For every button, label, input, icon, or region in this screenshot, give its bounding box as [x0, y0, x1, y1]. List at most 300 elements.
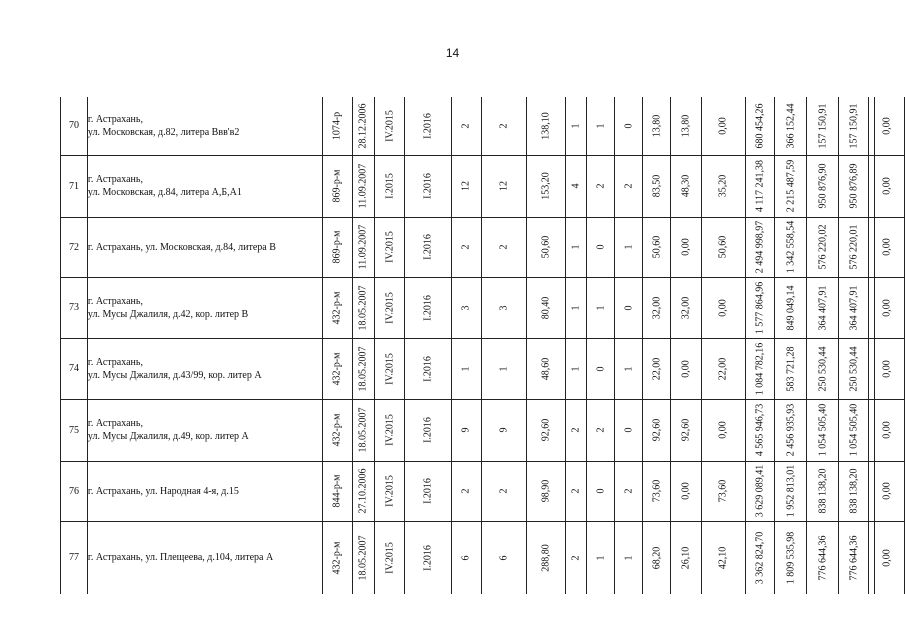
cost-d-value: 0,00	[881, 359, 892, 378]
apartments-b-cell	[481, 217, 526, 277]
area-b-cell	[701, 155, 745, 217]
apartments-value: 2	[460, 244, 472, 250]
persons-value: 1	[570, 123, 582, 129]
doc-date-value: 11.09.2007	[357, 163, 369, 209]
plan-end-cell	[405, 399, 452, 461]
plan-start-value: IV.2015	[384, 291, 396, 324]
persons-value: 4	[570, 183, 582, 189]
address-line: г. Астрахань,	[87, 418, 143, 429]
area-b-value: 35,20	[717, 174, 729, 198]
apartments-b-cell	[481, 399, 526, 461]
area-b-cell	[701, 277, 745, 338]
cost-total-value: 4 565 946,73	[754, 403, 766, 457]
plan-end-value: I.2016	[422, 417, 434, 443]
cost-a-cell	[775, 277, 807, 338]
cost-c-cell	[839, 461, 869, 521]
persons-c-value: 1	[623, 244, 635, 250]
doc-number-value: 432-р-м	[331, 352, 343, 385]
area-a-value: 13,80	[680, 114, 692, 137]
plan-start-cell	[375, 97, 405, 155]
area-total-value: 50,60	[651, 235, 663, 259]
cost-total-cell	[745, 155, 775, 217]
cost-d-value: 0,00	[881, 177, 892, 195]
doc-number-cell	[322, 521, 352, 594]
apartments-b-value: 2	[498, 123, 510, 129]
apartments-value: 9	[460, 427, 472, 433]
cost-total-cell	[745, 521, 775, 594]
cost-b-value: 250 530,44	[817, 346, 829, 391]
apartments-cell	[452, 399, 482, 461]
area-total-value: 32,00	[651, 296, 663, 319]
persons-b-cell	[587, 97, 615, 155]
plan-start-value: IV.2015	[384, 541, 396, 574]
apartments-value: 2	[460, 488, 472, 494]
area-cell	[526, 217, 565, 277]
address-cell	[87, 97, 322, 155]
area-a-cell	[670, 521, 701, 594]
apartments-cell	[452, 461, 482, 521]
plan-end-cell	[405, 521, 452, 594]
area-a-value: 92,60	[680, 418, 692, 442]
area-value: 80,40	[540, 296, 552, 319]
persons-c-cell	[615, 217, 643, 277]
cost-c-value: 838 138,20	[848, 468, 860, 514]
area-a-value: 32,00	[680, 296, 692, 319]
cost-total-cell	[745, 217, 775, 277]
doc-date-value: 18.05.2007	[357, 346, 369, 391]
cost-d-value: 0,00	[881, 421, 892, 439]
persons-b-value: 0	[595, 244, 607, 250]
apartments-cell	[452, 521, 482, 594]
doc-date-cell	[352, 338, 375, 399]
apartments-b-value: 2	[498, 244, 510, 250]
cost-b-value: 776 644,36	[817, 535, 829, 581]
cost-b-cell	[807, 97, 839, 155]
persons-c-cell	[615, 338, 643, 399]
persons-cell	[565, 97, 587, 155]
plan-start-value: IV.2015	[384, 414, 396, 446]
persons-c-value: 2	[623, 183, 635, 189]
area-a-cell	[670, 461, 701, 521]
cost-c-value: 364 407,91	[848, 285, 860, 330]
persons-c-value: 0	[623, 123, 635, 129]
apartments-b-value: 9	[498, 427, 510, 433]
cost-d-value: 0,00	[881, 298, 892, 317]
doc-number-value: 869-р-м	[331, 169, 343, 203]
apartments-b-cell	[481, 521, 526, 594]
area-value: 153,20	[540, 172, 552, 200]
cost-b-value: 950 876,90	[817, 163, 829, 209]
apartments-cell	[452, 338, 482, 399]
apartments-cell	[452, 155, 482, 217]
cost-total-value: 1 084 782,16	[754, 342, 766, 395]
cost-a-cell	[775, 338, 807, 399]
address-line: ул. Московская, д.82, литера Ввв'в2	[87, 126, 240, 138]
persons-b-value: 0	[595, 366, 607, 371]
persons-b-value: 2	[595, 183, 607, 189]
area-b-value: 0,00	[717, 298, 729, 317]
area-b-cell	[701, 217, 745, 277]
plan-end-value: I.2016	[422, 112, 434, 139]
address-cell	[87, 399, 322, 461]
area-a-cell	[670, 217, 701, 277]
cost-b-cell	[807, 461, 839, 521]
persons-cell	[565, 399, 587, 461]
apartments-value: 6	[460, 555, 472, 561]
row-number: 73	[61, 277, 88, 338]
cost-b-cell	[807, 338, 839, 399]
cost-d-value: 0,00	[881, 117, 892, 135]
doc-number-cell	[322, 155, 352, 217]
cost-b-value: 364 407,91	[817, 285, 829, 330]
cost-total-cell	[745, 461, 775, 521]
table-row	[61, 461, 905, 521]
plan-end-value: I.2016	[422, 173, 434, 199]
apartments-b-value: 3	[498, 305, 510, 310]
area-total-cell	[643, 399, 671, 461]
address-line: г. Астрахань,	[87, 174, 143, 185]
apartments-cell	[452, 277, 482, 338]
apartments-cell	[452, 97, 482, 155]
plan-end-cell	[405, 97, 452, 155]
row-number: 72	[61, 217, 88, 277]
persons-cell	[565, 217, 587, 277]
cost-total-cell	[745, 399, 775, 461]
apartments-b-cell	[481, 97, 526, 155]
doc-date-value: 18.05.2007	[357, 285, 369, 330]
persons-cell	[565, 521, 587, 594]
persons-b-cell	[587, 399, 615, 461]
cost-b-value: 157 150,91	[817, 103, 829, 149]
area-a-cell	[670, 155, 701, 217]
cost-total-value: 2 494 998,97	[754, 220, 766, 274]
cost-c-cell	[839, 155, 869, 217]
cost-a-cell	[775, 399, 807, 461]
persons-c-cell	[615, 461, 643, 521]
area-total-cell	[643, 338, 671, 399]
row-number: 71	[61, 155, 88, 217]
plan-start-cell	[375, 277, 405, 338]
area-value: 138,10	[540, 112, 552, 140]
plan-start-cell	[375, 461, 405, 521]
area-value: 48,60	[540, 357, 552, 380]
cost-a-cell	[775, 217, 807, 277]
cost-c-cell	[839, 521, 869, 594]
doc-number-cell	[322, 461, 352, 521]
doc-number-value: 432-р-м	[331, 291, 343, 324]
area-cell	[526, 338, 565, 399]
persons-c-cell	[615, 277, 643, 338]
area-value: 92,60	[540, 418, 552, 442]
address-cell	[87, 155, 322, 217]
cost-d-value: 0,00	[881, 482, 892, 500]
plan-end-value: I.2016	[422, 544, 434, 571]
apartments-b-cell	[481, 277, 526, 338]
doc-date-value: 18.05.2007	[357, 407, 369, 453]
address-cell	[87, 217, 322, 277]
cost-a-value: 849 049,14	[785, 285, 797, 330]
area-total-cell	[643, 461, 671, 521]
doc-date-value: 28.12.2006	[357, 103, 369, 149]
area-b-cell	[701, 521, 745, 594]
cost-b-cell	[807, 521, 839, 594]
plan-end-cell	[405, 277, 452, 338]
apartments-cell	[452, 217, 482, 277]
apartments-value: 12	[460, 181, 472, 191]
persons-cell	[565, 461, 587, 521]
area-b-value: 73,60	[717, 479, 729, 503]
table-row	[61, 277, 905, 338]
address-line: г. Астрахань,	[87, 356, 143, 368]
cost-a-value: 1 342 558,54	[785, 220, 797, 274]
cost-a-value: 583 721,28	[785, 346, 797, 391]
area-a-value: 26,10	[680, 546, 692, 569]
cost-d-value: 0,00	[881, 549, 892, 567]
row-number: 76	[61, 461, 88, 521]
doc-date-cell	[352, 277, 375, 338]
doc-date-cell	[352, 217, 375, 277]
area-total-cell	[643, 97, 671, 155]
cost-total-value: 3 629 089,41	[754, 464, 766, 518]
doc-date-value: 11.09.2007	[357, 224, 369, 270]
cost-b-value: 576 220,02	[817, 224, 829, 270]
doc-number-cell	[322, 97, 352, 155]
address-line: г. Астрахань, ул. Народная 4-я, д.15	[87, 485, 239, 497]
area-cell	[526, 399, 565, 461]
address-line: ул. Мусы Джалиля, д.42, кор. литер В	[87, 308, 249, 320]
address-line: ул. Московская, д.84, литера А,Б,А1	[87, 187, 242, 198]
area-total-cell	[643, 521, 671, 594]
persons-cell	[565, 277, 587, 338]
persons-value: 1	[570, 244, 582, 250]
area-cell	[526, 461, 565, 521]
persons-b-value: 1	[595, 305, 607, 310]
doc-number-cell	[322, 277, 352, 338]
apartments-value: 1	[460, 366, 472, 371]
table-row	[61, 521, 905, 594]
plan-start-value: IV.2015	[384, 231, 396, 263]
address-line: г. Астрахань, ул. Плещеева, д.104, литера А	[87, 552, 274, 564]
area-cell	[526, 521, 565, 594]
row-number: 77	[61, 521, 88, 594]
cost-b-value: 838 138,20	[817, 468, 829, 514]
doc-number-cell	[322, 217, 352, 277]
cost-c-value: 776 644,36	[848, 535, 860, 581]
area-total-value: 73,60	[651, 479, 663, 503]
area-b-cell	[701, 461, 745, 521]
area-b-value: 0,00	[717, 421, 729, 439]
area-total-value: 68,20	[651, 546, 663, 569]
doc-date-cell	[352, 97, 375, 155]
address-line: ул. Мусы Джалиля, д.43/99, кор. литер А	[87, 369, 262, 381]
persons-cell	[565, 155, 587, 217]
cost-c-value: 157 150,91	[848, 103, 860, 149]
cost-total-value: 680 454,26	[754, 103, 766, 149]
apartments-value: 3	[460, 305, 472, 310]
doc-number-value: 432-р-м	[331, 541, 343, 575]
doc-number-value: 432-р-м	[331, 413, 343, 447]
cost-d-value: 0,00	[881, 238, 892, 256]
apartments-value: 2	[460, 123, 472, 129]
address-cell	[87, 521, 322, 594]
persons-cell	[565, 338, 587, 399]
area-b-value: 22,00	[717, 357, 729, 380]
address-cell	[87, 461, 322, 521]
area-total-value: 83,50	[651, 174, 663, 198]
plan-end-value: I.2016	[422, 234, 434, 260]
plan-start-cell	[375, 521, 405, 594]
area-total-cell	[643, 217, 671, 277]
area-a-value: 0,00	[680, 238, 692, 256]
plan-end-cell	[405, 155, 452, 217]
area-b-value: 42,10	[717, 546, 729, 569]
doc-number-cell	[322, 399, 352, 461]
area-b-cell	[701, 338, 745, 399]
plan-start-cell	[375, 217, 405, 277]
apartments-b-value: 12	[498, 181, 510, 191]
cost-a-value: 1 809 535,98	[785, 531, 797, 584]
area-a-cell	[670, 338, 701, 399]
persons-c-cell	[615, 521, 643, 594]
area-a-value: 0,00	[680, 482, 692, 500]
persons-value: 2	[570, 488, 582, 494]
persons-value: 1	[570, 305, 582, 310]
persons-b-cell	[587, 155, 615, 217]
area-cell	[526, 277, 565, 338]
cost-a-cell	[775, 155, 807, 217]
persons-c-value: 0	[623, 427, 635, 433]
persons-b-value: 2	[595, 427, 607, 433]
cost-a-value: 1 952 813,01	[785, 464, 797, 518]
resettlement-table	[60, 97, 905, 594]
cost-a-cell	[775, 521, 807, 594]
table-row	[61, 97, 905, 155]
persons-value: 2	[570, 427, 582, 433]
area-b-value: 0,00	[717, 117, 729, 135]
area-value: 98,90	[540, 479, 552, 503]
table-row	[61, 399, 905, 461]
doc-number-value: 1074-р	[331, 111, 343, 140]
cost-total-value: 4 117 241,38	[754, 159, 766, 213]
persons-c-cell	[615, 155, 643, 217]
plan-end-cell	[405, 217, 452, 277]
cost-c-value: 576 220,01	[848, 224, 860, 270]
table-right-border	[874, 97, 875, 594]
cost-c-cell	[839, 97, 869, 155]
cost-c-cell	[839, 338, 869, 399]
area-total-value: 92,60	[651, 418, 663, 442]
doc-date-cell	[352, 461, 375, 521]
cost-total-value: 1 577 864,96	[754, 281, 766, 334]
doc-date-cell	[352, 521, 375, 594]
doc-number-cell	[322, 338, 352, 399]
cost-c-cell	[839, 217, 869, 277]
apartments-b-value: 6	[498, 555, 510, 561]
persons-b-value: 1	[595, 555, 607, 561]
cost-a-cell	[775, 461, 807, 521]
persons-value: 1	[570, 366, 582, 371]
cost-a-value: 2 456 935,93	[785, 403, 797, 457]
plan-end-cell	[405, 461, 452, 521]
area-cell	[526, 155, 565, 217]
cost-a-cell	[775, 97, 807, 155]
persons-c-value: 1	[623, 366, 635, 371]
persons-b-cell	[587, 461, 615, 521]
area-a-cell	[670, 277, 701, 338]
plan-start-cell	[375, 399, 405, 461]
apartments-b-value: 2	[498, 488, 510, 494]
persons-b-value: 1	[595, 123, 607, 129]
area-b-value: 50,60	[717, 235, 729, 259]
doc-date-cell	[352, 155, 375, 217]
persons-c-cell	[615, 399, 643, 461]
cost-a-value: 366 152,44	[785, 103, 797, 149]
area-b-cell	[701, 97, 745, 155]
persons-value: 2	[570, 555, 582, 561]
area-total-cell	[643, 155, 671, 217]
doc-number-value: 844-р-м	[331, 474, 343, 508]
cost-c-cell	[839, 277, 869, 338]
address-line: г. Астрахань,	[87, 113, 143, 125]
cost-total-cell	[745, 338, 775, 399]
persons-b-cell	[587, 338, 615, 399]
doc-date-value: 18.05.2007	[357, 535, 369, 581]
page-number: 14	[445, 46, 460, 60]
doc-date-value: 27.10.2006	[357, 468, 369, 514]
area-value: 288,80	[540, 544, 552, 572]
cost-total-cell	[745, 277, 775, 338]
persons-b-cell	[587, 521, 615, 594]
plan-start-value: IV.2015	[384, 475, 396, 507]
row-number: 74	[61, 338, 88, 399]
cost-b-cell	[807, 277, 839, 338]
plan-end-value: I.2016	[422, 478, 434, 504]
cost-b-cell	[807, 399, 839, 461]
row-number: 70	[61, 97, 88, 155]
cost-c-cell	[839, 399, 869, 461]
apartments-b-cell	[481, 338, 526, 399]
plan-end-value: I.2016	[422, 355, 434, 382]
area-value: 50,60	[540, 235, 552, 259]
plan-start-cell	[375, 155, 405, 217]
area-cell	[526, 97, 565, 155]
area-b-cell	[701, 399, 745, 461]
plan-start-value: IV.2015	[384, 352, 396, 385]
persons-c-value: 1	[623, 555, 635, 561]
address-line: г. Астрахань,	[87, 295, 143, 307]
plan-start-value: IV.2015	[384, 109, 396, 142]
persons-b-value: 0	[595, 488, 607, 494]
area-a-value: 0,00	[680, 359, 692, 378]
cost-total-cell	[745, 97, 775, 155]
cost-c-value: 950 876,89	[848, 163, 860, 209]
cost-b-value: 1 054 505,40	[817, 403, 829, 457]
plan-end-cell	[405, 338, 452, 399]
apartments-b-cell	[481, 155, 526, 217]
plan-start-value: I.2015	[384, 173, 396, 199]
persons-b-cell	[587, 217, 615, 277]
doc-date-cell	[352, 399, 375, 461]
area-a-cell	[670, 399, 701, 461]
cost-a-value: 2 215 487,59	[785, 159, 797, 213]
table-row	[61, 217, 905, 277]
area-a-value: 48,30	[680, 174, 692, 198]
area-total-value: 13,80	[651, 114, 663, 137]
apartments-b-value: 1	[498, 366, 510, 371]
address-cell	[87, 338, 322, 399]
persons-b-cell	[587, 277, 615, 338]
table-row	[61, 338, 905, 399]
